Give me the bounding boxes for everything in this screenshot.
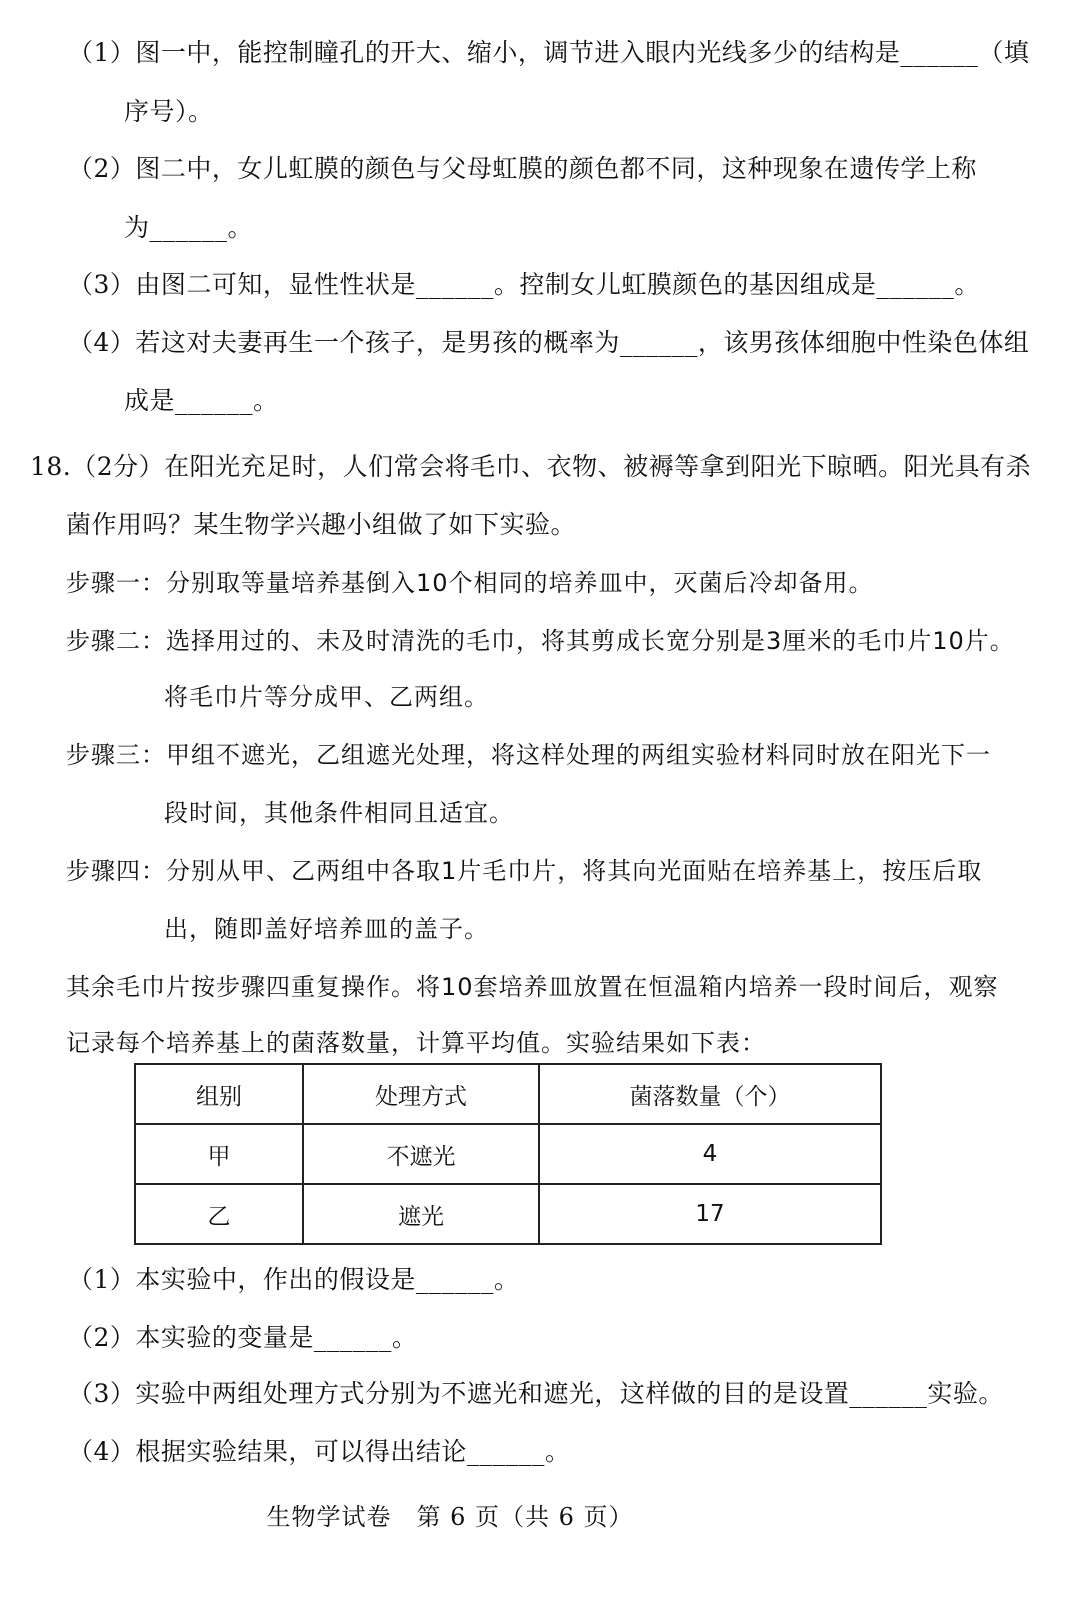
table-cell-treatment: 不遮光 [303,1124,539,1184]
q18-intro-line1: 18.（2分）在阳光充足时，人们常会将毛巾、衣物、被褥等拿到阳光下晾晒。阳光具有杀 [30,452,1032,481]
q17-item2-line1: （2）图二中，女儿虹膜的颜色与父母虹膜的颜色都不同，这种现象在遗传学上称 [68,154,977,183]
results-table [134,1063,882,1245]
q18-after-line1: 其余毛巾片按步骤四重复操作。将10套培养皿放置在恒温箱内培养一段时间后，观察 [66,973,999,1001]
q18-sub3: （3）实验中两组处理方式分别为不遮光和遮光，这样做的目的是设置______实验。 [68,1379,1004,1408]
q18-step3-line1: 步骤三：甲组不遮光，乙组遮光处理，将这样处理的两组实验材料同时放在阳光下一 [66,741,991,769]
q18-sub2: （2）本实验的变量是______。 [68,1323,418,1352]
q18-step4-line1: 步骤四：分别从甲、乙两组中各取1片毛巾片，将其向光面贴在培养基上，按压后取 [66,857,983,885]
table-header-row [135,1064,881,1124]
q17-item1-line1: （1）图一中，能控制瞳孔的开大、缩小，调节进入眼内光线多少的结构是______（填 [68,38,1030,67]
table-row [135,1184,881,1244]
q18-intro-line2: 菌作用吗？某生物学兴趣小组做了如下实验。 [66,510,577,539]
q17-item1-line2: 序号）。 [124,97,214,126]
q18-after-line2: 记录每个培养基上的菌落数量，计算平均值。实验结果如下表： [66,1029,766,1057]
table-header-colony-count: 菌落数量（个） [539,1064,881,1124]
q18-sub1: （1）本实验中，作出的假设是______。 [68,1265,520,1294]
page-footer: 生物学试卷 第 6 页（共 6 页） [266,1503,634,1531]
table-cell-group: 乙 [135,1184,303,1244]
q17-item2-line2: 为______。 [124,213,254,242]
table-cell-group: 甲 [135,1124,303,1184]
table-cell-colony-count: 17 [539,1184,881,1244]
q17-item4-line2: 成是______。 [124,386,279,415]
results-table-wrapper [134,1063,880,1243]
table-header-treatment: 处理方式 [303,1064,539,1124]
table-cell-colony-count: 4 [539,1124,881,1184]
table-cell-treatment: 遮光 [303,1184,539,1244]
table-row [135,1124,881,1184]
q17-item4-line1: （4）若这对夫妻再生一个孩子，是男孩的概率为______，该男孩体细胞中性染色体组 [68,328,1030,357]
q18-step1: 步骤一：分别取等量培养基倒入10个相同的培养皿中，灭菌后冷却备用。 [66,569,874,597]
table-header-group: 组别 [135,1064,303,1124]
q18-step4-line2: 出，随即盖好培养皿的盖子。 [164,915,489,943]
q17-item3: （3）由图二可知，显性性状是______。控制女儿虹膜颜色的基因组成是______。 [68,270,980,299]
q18-step2-line1: 步骤二：选择用过的、未及时清洗的毛巾，将其剪成长宽分别是3厘米的毛巾片10片。 [66,627,1015,655]
q18-sub4: （4）根据实验结果，可以得出结论______。 [68,1437,571,1466]
q18-step3-line2: 段时间，其他条件相同且适宜。 [164,799,514,827]
q18-step2-line2: 将毛巾片等分成甲、乙两组。 [164,683,489,711]
